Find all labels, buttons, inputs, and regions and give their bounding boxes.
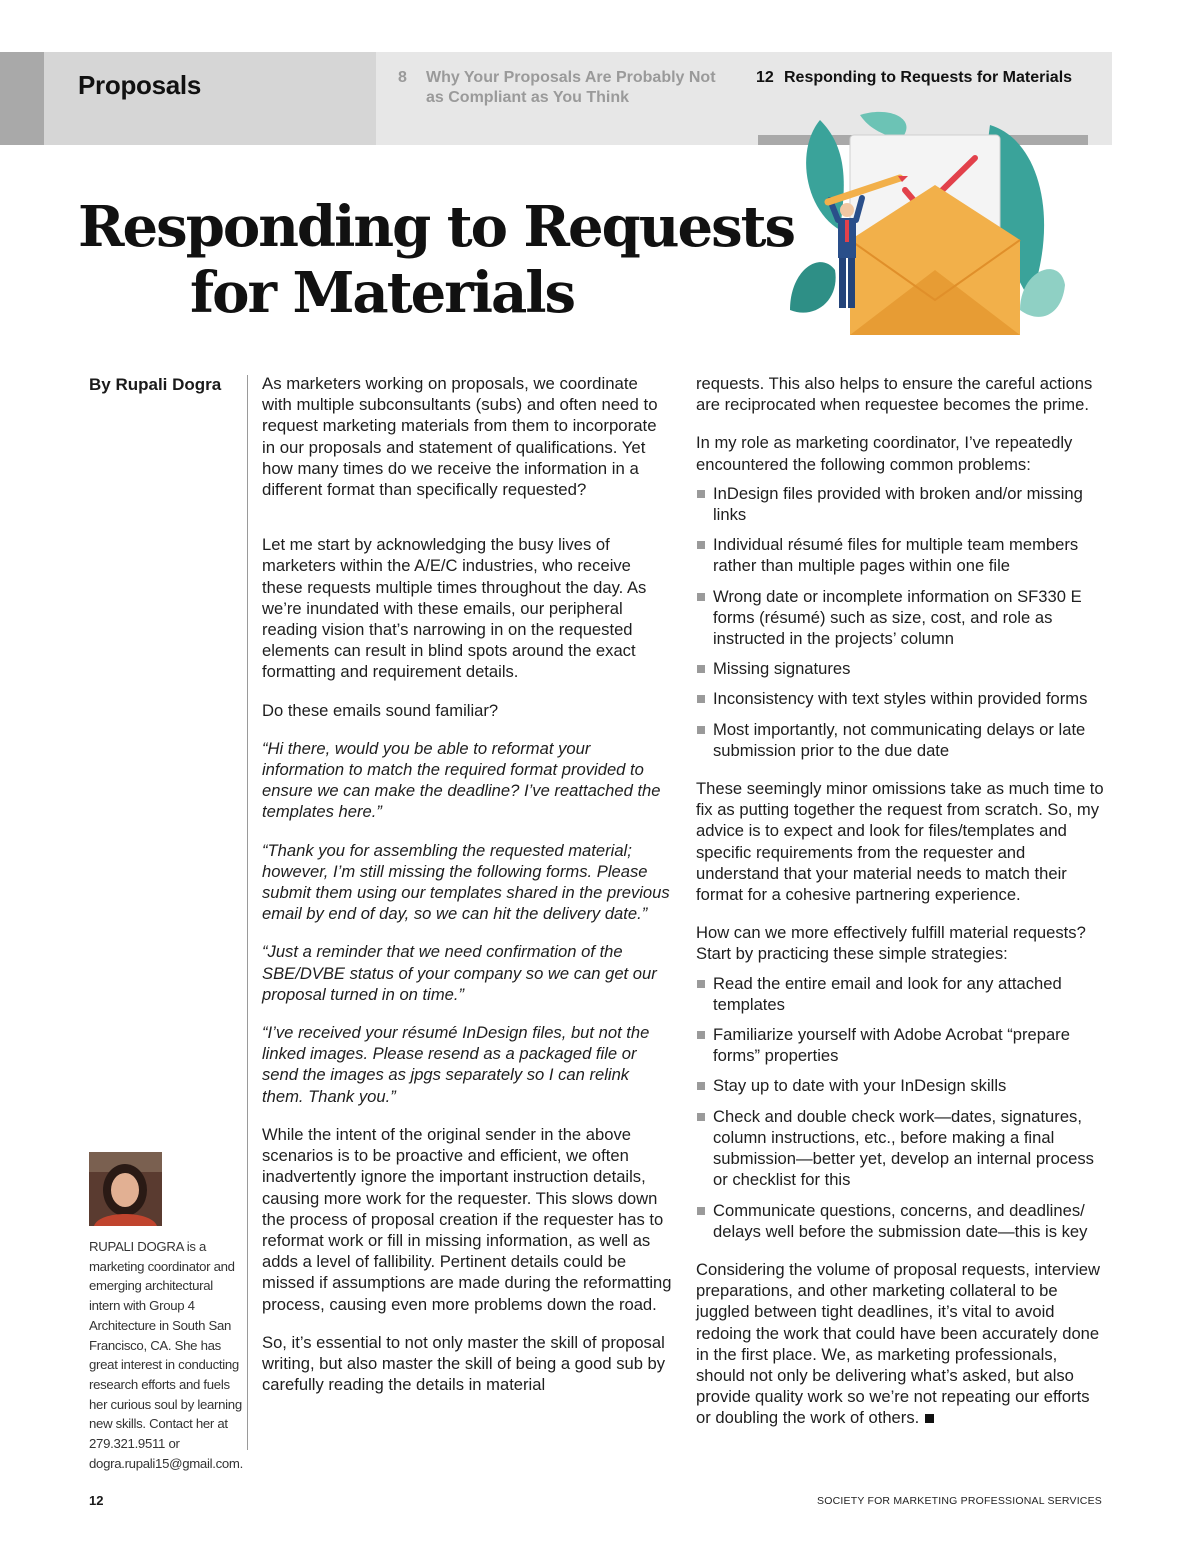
article-title xyxy=(78,194,794,326)
author-photo xyxy=(89,1152,162,1226)
bullet-square-icon xyxy=(697,541,705,549)
header-side-bar xyxy=(0,52,44,145)
list-item: Inconsistency with text styles within provided forms xyxy=(696,688,1108,709)
title-line-2: for Materials xyxy=(190,260,575,326)
body-paragraph: Let me start by acknowledging the busy lives of marketers within the A/E/C industries, who receive these requests multiple times throughout the day. As we’re inundated with these emails, our peripheral reading vision that’s narrowing in on the requested elements can result in blind spots around the exact formatting and requirement details. xyxy=(262,535,647,682)
strategies-list xyxy=(696,973,1108,1242)
page-number: 12 xyxy=(89,1493,104,1508)
quote-paragraph: “Thank you for assembling the requested material; however, I’m still missing the following forms. Please submit them using our templates shared in the previous email by end of day, so we can hit the delivery date.” xyxy=(262,840,670,924)
bullet-square-icon xyxy=(697,1031,705,1039)
section-header xyxy=(44,52,376,145)
author-bio: RUPALI DOGRA is a marketing coordinator and emerging architectural intern with Group 4 Architecture in South San Francisco, CA. She has great interest in conducting research efforts and fuels her curious soul by learning new skills. Contact her at 279.321.9511 or dogra.rupali15@gmail.com. xyxy=(89,1239,243,1471)
list-item: Wrong date or incomplete information on SF330 E forms (résumé) such as size, cost, and role as instructed in the projects’ column xyxy=(696,586,1108,650)
list-item: Missing signatures xyxy=(696,658,1108,679)
list-item: InDesign files provided with broken and/or missing links xyxy=(696,483,1108,525)
title-line-1: Responding to Requests xyxy=(78,194,795,260)
quote-paragraph: “I’ve received your résumé InDesign files, but not the linked images. Please resend as a packaged file or send the images as jpgs separately so I can relink them. Thank you.” xyxy=(262,1023,650,1106)
list-item: Individual résumé files for multiple team members rather than multiple pages within one file xyxy=(696,534,1108,576)
article-column-2 xyxy=(696,373,1108,1446)
nav-item-title: Why Your Proposals Are Probably Not as Compliant as You Think xyxy=(426,69,716,106)
bullet-square-icon xyxy=(697,726,705,734)
body-paragraph: So, it’s essential to not only master the skill of proposal writing, but also master the skill of being a good sub by carefully reading the details in material xyxy=(262,1332,666,1395)
column-divider xyxy=(247,375,248,1450)
nav-item-number: 12 xyxy=(756,69,774,86)
publication-name: SOCIETY FOR MARKETING PROFESSIONAL SERVICES xyxy=(817,1495,1102,1507)
leaf-shape xyxy=(790,262,836,312)
body-paragraph: How can we more effectively fulfill material requests? Start by practicing these simple strategies: xyxy=(696,923,1086,964)
byline: By Rupali Dogra xyxy=(89,375,222,394)
body-paragraph: While the intent of the original sender in the above scenarios is to be proactive and efficient, we often inadvertently ignore the important instruction details, causing more work for the requester. This slows down the process of proposal creation if the requester has to reformat work or fill in missing information, as well as adds a level of fallibility. Pertinent details could be missed if assumptions are made during the reformatting process, causing even more problems down the road. xyxy=(262,1124,672,1314)
bullet-square-icon xyxy=(697,980,705,988)
list-item: Check and double check work—dates, signatures, column instructions, etc., before making a final submission—better yet, develop an internal process or checklist for this xyxy=(696,1106,1108,1191)
bullet-square-icon xyxy=(697,1207,705,1215)
body-paragraph: Do these emails sound familiar? xyxy=(262,700,499,720)
section-label: Proposals xyxy=(78,70,202,100)
quote-paragraph: “Hi there, would you be able to reformat your information to match the required format provided to ensure we can make the deadline? I’ve reattached the templates here.” xyxy=(262,738,661,822)
bullet-square-icon xyxy=(697,1113,705,1121)
end-mark-icon xyxy=(925,1414,934,1423)
body-paragraph: These seemingly minor omissions take as much time to fix as putting together the request from scratch. So, my advice is to expect and look for files/templates and specific requirements from the requester and understand that your material needs to match their format for a cohesive partnering experience. xyxy=(696,779,1104,905)
problems-list xyxy=(696,483,1108,761)
bullet-square-icon xyxy=(697,665,705,673)
body-paragraph: requests. This also helps to ensure the careful actions are reciprocated when requestee becomes the prime. xyxy=(696,374,1093,415)
bullet-square-icon xyxy=(697,490,705,498)
nav-item-title: Responding to Requests for Materials xyxy=(784,69,1073,86)
body-paragraph: In my role as marketing coordinator, I’ve repeatedly encountered the following common problems: xyxy=(696,433,1073,474)
envelope-illustration xyxy=(790,110,1070,345)
list-item: Read the entire email and look for any attached templates xyxy=(696,973,1108,1015)
quote-paragraph: “Just a reminder that we need confirmation of the SBE/DVBE status of your company so we can get our proposal turned in on time.” xyxy=(262,942,657,1004)
list-item: Most importantly, not communicating delays or late submission prior to the due date xyxy=(696,719,1108,761)
list-item: Communicate questions, concerns, and deadlines/ delays well before the submission date—this is key xyxy=(696,1200,1108,1242)
bullet-square-icon xyxy=(697,1082,705,1090)
list-item: Familiarize yourself with Adobe Acrobat “prepare forms” properties xyxy=(696,1024,1108,1066)
nav-item-number: 8 xyxy=(398,69,407,86)
intro-paragraph: As marketers working on proposals, we coordinate with multiple subconsultants (subs) and often need to request marketing materials from them to incorporate in our proposals and statement of qualifications. Yet how many times do we receive the information in a different format than specifically requested? xyxy=(262,374,658,500)
closing-paragraph: Considering the volume of proposal requests, interview preparations, and other marketing collateral to be juggled between tight deadlines, it’s vital to avoid redoing the work that could have been accurately done in the first place. We, as marketing professionals, should not only be delivering what’s asked, but also provide quality work so we’re not repeating our efforts or doubling the work of others. xyxy=(696,1259,1100,1428)
bullet-square-icon xyxy=(697,695,705,703)
list-item: Stay up to date with your InDesign skills xyxy=(696,1075,1108,1096)
bullet-square-icon xyxy=(697,593,705,601)
article-column-1 xyxy=(262,373,672,1412)
